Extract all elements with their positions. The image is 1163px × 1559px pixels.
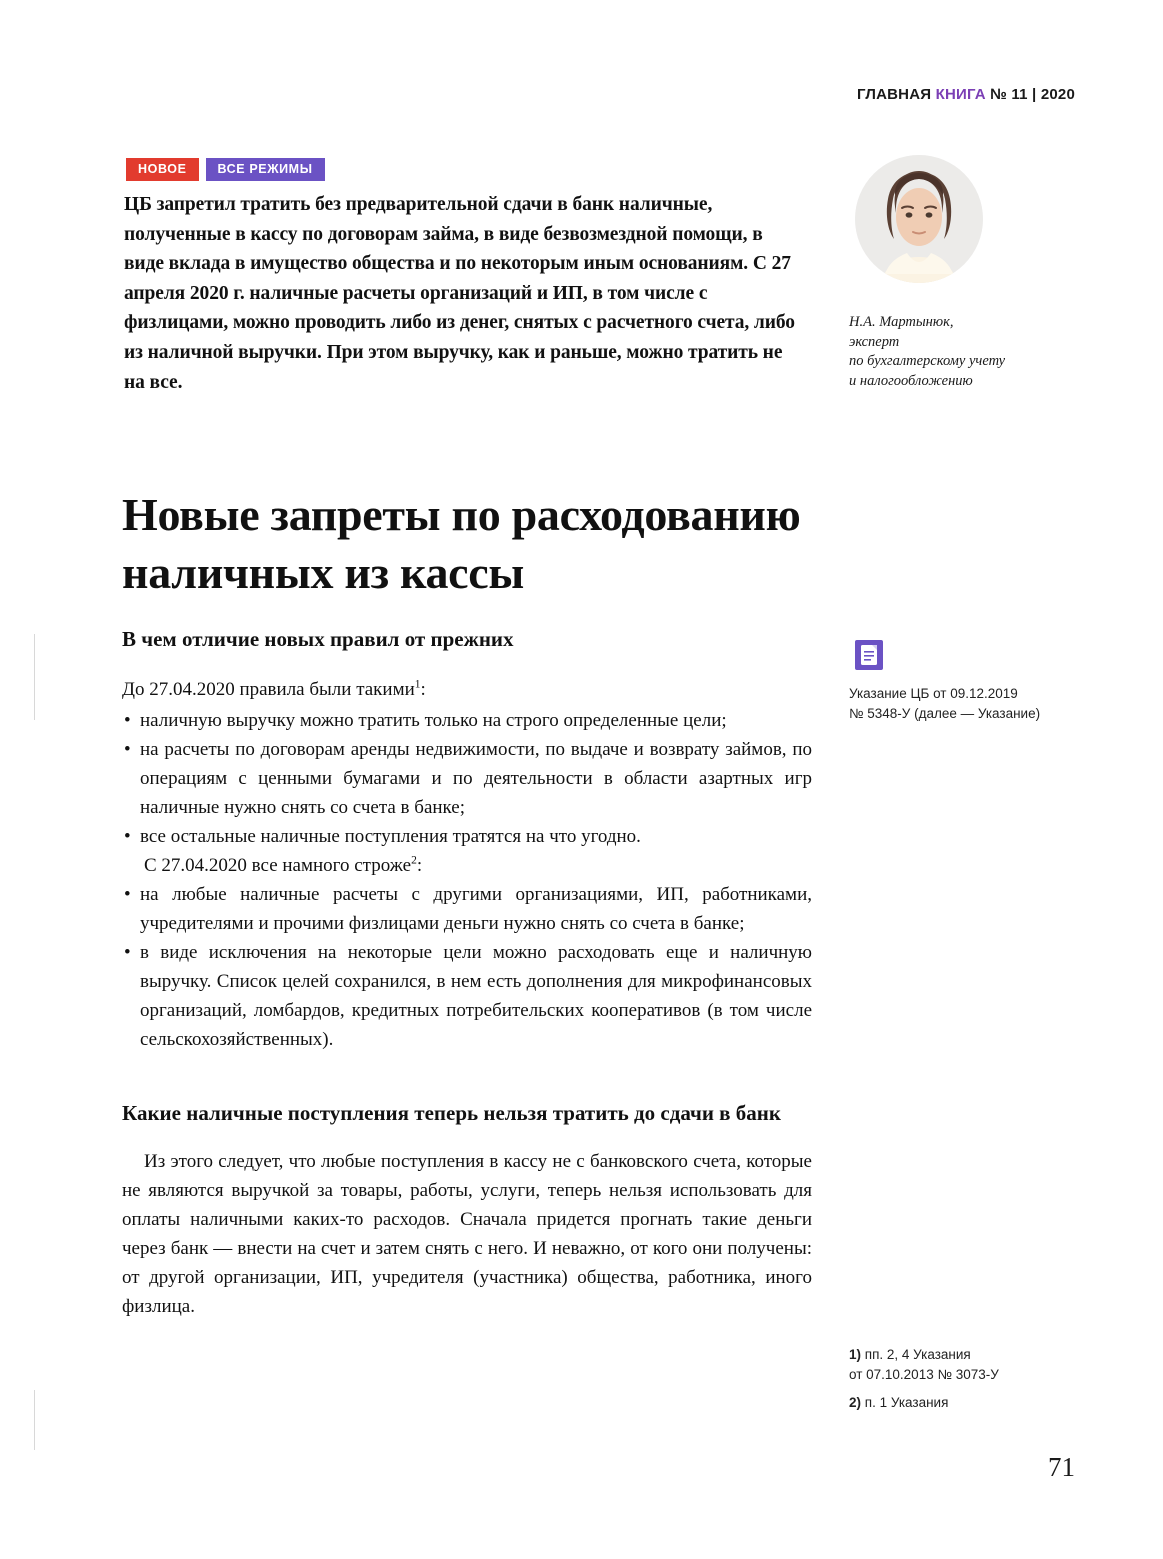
trim-mark-top (34, 634, 35, 720)
footnote-ref-2: 2 (411, 854, 417, 867)
author-caption (849, 313, 1079, 391)
footnote-1-number: 1) (849, 1347, 862, 1362)
section-heading-2: Какие наличные поступления теперь нельзя тратить до сдачи в банк (122, 1101, 781, 1125)
bullet-list-new-rules (122, 880, 812, 1054)
page-number: 71 (1048, 1452, 1075, 1482)
tag-row (126, 158, 325, 181)
footnote-2-line1: п. 1 Указания (864, 1395, 949, 1410)
page-header (857, 86, 1075, 103)
article-body (122, 626, 812, 1323)
footnote-ref-1: 1 (414, 678, 421, 691)
list-item: • на любые наличные расчеты с другими организациями, ИП, работниками, учредителями и прочими физлицами деньги нужно снять со счета в банке; (122, 880, 812, 938)
paragraph-intro-1 (122, 675, 812, 704)
document-icon (855, 640, 883, 670)
tag-new: НОВОЕ (126, 158, 199, 181)
list-item: • в виде исключения на некоторые цели можно расходовать еще и наличную выручку. Список целей сохранился, в нем есть дополнения для микрофинансовых организаций, ломбардов, кредитных потребительских кооперативов (в том числе сельскохозяйственных). (122, 938, 812, 1054)
paragraph-intro-2 (122, 851, 812, 880)
paragraph-intro-1-tail: : (420, 679, 426, 700)
footnote-1-line2: от 07.10.2013 № 3073-У (849, 1366, 999, 1382)
issue-label: № 11 | 2020 (990, 86, 1075, 103)
section-heading-1: В чем отличие новых правил от прежних (122, 627, 514, 651)
list-item: • на расчеты по договорам аренды недвижимости, по выдаче и возврату займов, по операциям с ценными бумагами и по деятельности в области азартных игр наличные нужно снять со счета в банке; (122, 735, 812, 822)
paragraph-intro-1-text: До 27.04.2020 правила были такими (122, 679, 415, 700)
footnote-2-number: 2) (849, 1395, 862, 1410)
paragraph-section-2: Из этого следует, что любые поступления в кассу не с банковского счета, которые не являются выручкой за товары, работы, услуги, теперь нельзя использовать для оплаты наличными каких-то расходов. Сначала придется прогнать такие деньги через банк — внести на счет и затем снять с него. И неважно, от кого они получены: от другой организации, ИП, учредителя (участника) общества, работника, иного физлица. (122, 1151, 812, 1317)
bullet-list-old-rules (122, 706, 812, 851)
reference-line-1: Указание ЦБ от 09.12.2019 (849, 686, 1018, 701)
author-avatar (855, 155, 983, 283)
footnote-1-line1: пп. 2, 4 Указания (864, 1347, 971, 1362)
trim-mark-bottom (34, 1390, 35, 1450)
author-field-line1: по бухгалтерскому учету (849, 353, 1006, 369)
article-title: Новые запреты по расходованию наличных из кассы (122, 488, 801, 598)
reference-line-2: № 5348-У (далее — Указание) (849, 705, 1041, 721)
author-role: эксперт (849, 333, 900, 350)
author-field-line2: и налогообложению (849, 372, 973, 389)
list-item: • наличную выручку можно тратить только на строго определенные цели; (122, 706, 812, 735)
author-name: Н.А. Мартынюк, (849, 314, 954, 330)
paragraph-intro-2-tail: : (416, 855, 423, 876)
tag-all-modes: ВСЕ РЕЖИМЫ (206, 158, 325, 181)
paragraph-intro-2-text: С 27.04.2020 все намного строже (144, 855, 412, 876)
lead-paragraph: ЦБ запретил тратить без предварительной сдачи в банк наличные, полученные в кассу по договорам займа, в виде безвозмездной помощи, в виде вклада в имущество общества и по некоторым иным основаниям. С 27 апреля 2020 г. наличные расчеты организаций и ИП, в том числе с физлицами, можно проводить либо из денег, снятых с расчетного счета, либо из наличной выручки. При этом выручку, как и раньше, можно тратить не на все. (124, 194, 795, 393)
footnotes-block (849, 1345, 1099, 1422)
brand-name-main: ГЛАВНАЯ (857, 86, 932, 103)
footnote-2 (849, 1393, 1099, 1413)
list-item: • все остальные наличные поступления тратятся на что угодно. (122, 822, 812, 851)
brand-name-accent: КНИГА (935, 86, 986, 103)
footnote-1 (849, 1345, 1099, 1384)
sidebar-reference-note (849, 684, 1089, 723)
